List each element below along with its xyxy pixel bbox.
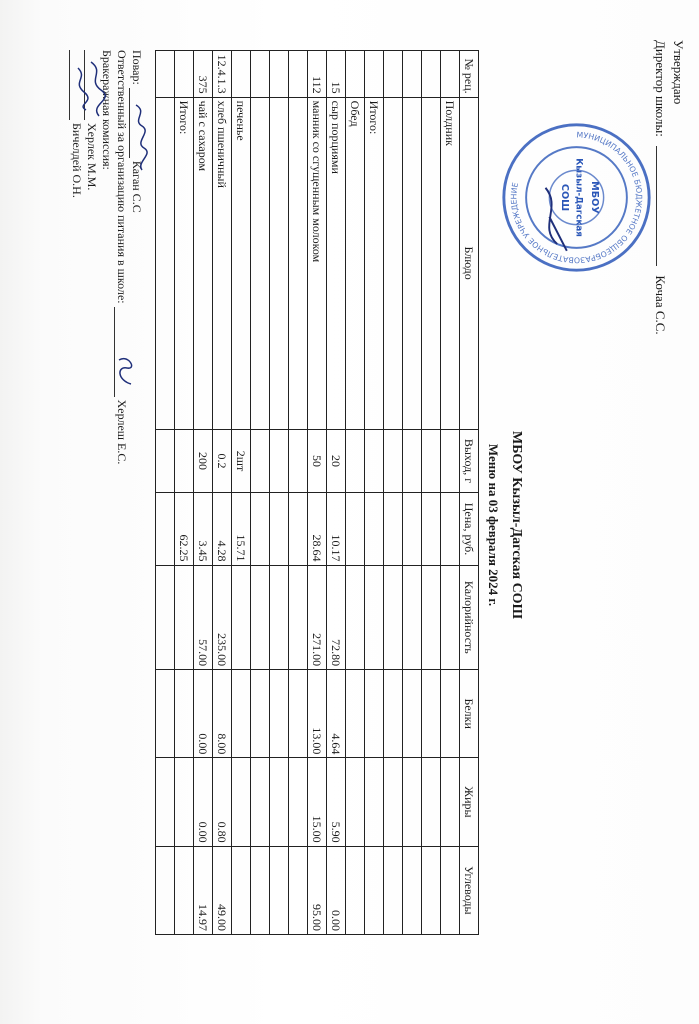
stamp-center-line2: Кызыл-Дагская [573,158,584,237]
table-header-row [460,51,479,935]
table-row [346,51,365,935]
cell-proteins [232,670,251,758]
table-row [194,51,213,935]
cell-proteins [251,670,270,758]
cell-calories [175,565,194,670]
cell-output-weight [270,429,289,493]
cell-recipe-number [251,51,270,98]
cell-recipe-number [175,51,194,98]
cell-proteins [156,670,175,758]
cell-carbs [232,846,251,934]
cell-calories: 271.00 [308,565,327,670]
cell-price [156,493,175,565]
cell-carbs [441,846,460,934]
cell-price: 62.25 [175,493,194,565]
table-row [365,51,384,935]
cell-carbs [346,846,365,934]
cell-carbs: 95.00 [308,846,327,934]
cell-calories [403,565,422,670]
cell-output-weight: 20 [327,429,346,493]
cell-dish-name: сыр порциями [327,97,346,429]
cell-price: 15.71 [232,493,251,565]
cell-dish-name [270,97,289,429]
cook-label: Повар: [130,50,144,85]
cell-fats [422,758,441,846]
cell-fats [289,758,308,846]
cell-carbs [365,846,384,934]
cell-dish-name: манник со сгущенным молоком [308,97,327,429]
responsible-signature [115,350,137,390]
column-header-proteins: Белки [460,670,479,758]
cell-price [251,493,270,565]
cell-recipe-number: 375 [194,51,213,98]
cook-row [129,50,144,750]
cell-proteins [270,670,289,758]
cell-dish-name [384,97,403,429]
cell-calories: 57.00 [194,565,213,670]
cell-dish-name: хлеб пшеничный [213,97,232,429]
column-header-fats: Жиры [460,758,479,846]
member1-name: Херлек М.М. [85,123,99,191]
cell-fats: 15.00 [308,758,327,846]
school-stamp [499,120,654,275]
cell-dish-name: Итого: [175,97,194,429]
cell-price [346,493,365,565]
cell-dish-name: чай с сахаром [194,97,213,429]
table-row [232,51,251,935]
cell-price: 10.17 [327,493,346,565]
school-title: МБОУ Кызыл-Дагская СОШ [509,431,524,619]
director-name: Кочаа С.С. [653,275,668,335]
menu-table [155,50,479,935]
cell-fats: 0.80 [213,758,232,846]
table-row [308,51,327,935]
cell-output-weight [365,429,384,493]
cell-output-weight [175,429,194,493]
table-row [327,51,346,935]
director-label: Директор школы: [653,40,668,137]
cell-calories [289,565,308,670]
cell-price [441,493,460,565]
cell-fats [384,758,403,846]
table-row [422,51,441,935]
cell-calories [346,565,365,670]
stamp-ring-text: МУНИЦИПАЛЬНОЕ БЮДЖЕТНОЕ ОБЩЕОБРАЗОВАТЕЛЬНОЕ УЧРЕЖДЕНИЕ [509,130,644,265]
cell-dish-name [289,97,308,429]
cell-dish-name: Обед [346,97,365,429]
cell-dish-name: Полдник [441,97,460,429]
cell-proteins [365,670,384,758]
cell-carbs [403,846,422,934]
cell-dish-name: печенье [232,97,251,429]
cell-carbs [251,846,270,934]
cell-output-weight [346,429,365,493]
cell-price [422,493,441,565]
column-header-carbs: Углеводы [460,846,479,934]
column-header-price: Цена, руб. [460,493,479,565]
cell-recipe-number [365,51,384,98]
cell-fats [346,758,365,846]
cell-carbs [270,846,289,934]
cell-proteins [289,670,308,758]
cell-output-weight [422,429,441,493]
cell-proteins [346,670,365,758]
cell-output-weight: 50 [308,429,327,493]
table-row [251,51,270,935]
cell-output-weight [156,429,175,493]
cell-calories: 235.00 [213,565,232,670]
cell-price [384,493,403,565]
cell-output-weight [384,429,403,493]
cell-proteins: 0.00 [194,670,213,758]
cook-name: Каган С.С [130,160,144,213]
approval-block [651,40,687,360]
cook-signature [130,102,150,172]
cell-proteins [175,670,194,758]
approval-title: Утверждаю [671,40,686,105]
commission-member2-row [69,50,84,750]
cell-recipe-number: 15 [327,51,346,98]
table-row [270,51,289,935]
cell-price: 28.64 [308,493,327,565]
cell-dish-name [422,97,441,429]
cell-carbs: 14.97 [194,846,213,934]
cell-fats [232,758,251,846]
cell-calories [422,565,441,670]
cell-output-weight: 200 [194,429,213,493]
cell-recipe-number [270,51,289,98]
cell-calories [232,565,251,670]
cell-calories [384,565,403,670]
cell-proteins [422,670,441,758]
cell-proteins [441,670,460,758]
cell-proteins: 13.00 [308,670,327,758]
column-header-dish: Блюдо [460,97,479,429]
stamp-center-line1: МБОУ [589,181,600,214]
cell-calories [270,565,289,670]
cell-recipe-number [232,51,251,98]
cell-proteins [403,670,422,758]
cell-proteins: 4.64 [327,670,346,758]
cell-price [289,493,308,565]
column-header-output: Выход, г [460,429,479,493]
cell-dish-name [251,97,270,429]
cell-recipe-number [156,51,175,98]
signatures-block [69,50,144,750]
cell-carbs: 0.00 [327,846,346,934]
cell-price [270,493,289,565]
cell-dish-name: Итого: [365,97,384,429]
cell-calories [365,565,384,670]
responsible-row [114,50,129,750]
cell-output-weight [403,429,422,493]
cell-price: 3.45 [194,493,213,565]
menu-table-body [156,51,460,935]
cell-price [403,493,422,565]
cell-fats [251,758,270,846]
column-header-calories: Калорийность [460,565,479,670]
cell-carbs [422,846,441,934]
cell-dish-name [403,97,422,429]
cell-calories [441,565,460,670]
table-row [175,51,194,935]
cell-output-weight: 0.2 [213,429,232,493]
cell-fats: 5.90 [327,758,346,846]
cell-fats [365,758,384,846]
cell-carbs [175,846,194,934]
table-row [441,51,460,935]
cell-calories: 72.80 [327,565,346,670]
commission-member1-row [84,50,99,750]
table-row [384,51,403,935]
column-header-recipe: № рец. [460,51,479,98]
cell-fats [175,758,194,846]
cell-recipe-number [403,51,422,98]
commission-label-row [99,50,114,750]
cell-fats [441,758,460,846]
table-row [403,51,422,935]
cell-recipe-number [384,51,403,98]
cell-carbs [384,846,403,934]
member2-signature [70,64,92,114]
stamp-center-line3: СОШ [558,183,570,212]
cell-fats: 0.00 [194,758,213,846]
cell-recipe-number [422,51,441,98]
table-row [289,51,308,935]
cell-output-weight [251,429,270,493]
member2-name: Бичелдей О.Н. [70,123,84,198]
responsible-label: Ответственный за организацию питания в школе: [115,50,129,304]
cell-proteins: 8.00 [213,670,232,758]
cell-output-weight: 2шт [232,429,251,493]
responsible-name: Херлеш Е.С. [115,399,129,465]
director-signature-line [656,146,657,266]
cell-carbs: 49.00 [213,846,232,934]
cell-recipe-number: 112 [308,51,327,98]
cell-proteins [384,670,403,758]
cell-fats [156,758,175,846]
cell-calories [251,565,270,670]
cell-carbs [156,846,175,934]
cell-fats [270,758,289,846]
table-row [156,51,175,935]
cell-recipe-number [289,51,308,98]
cell-output-weight [441,429,460,493]
cell-dish-name [156,97,175,429]
cell-output-weight [289,429,308,493]
cell-price: 4.28 [213,493,232,565]
menu-date: Меню на 03 февраля 2024 г. [486,443,501,607]
table-row [213,51,232,935]
cell-calories [156,565,175,670]
cell-recipe-number: 12.4.1.3 [213,51,232,98]
cell-carbs [289,846,308,934]
commission-label: Бракеражная комиссия: [100,50,114,170]
cell-price [365,493,384,565]
cell-fats [403,758,422,846]
cell-recipe-number [441,51,460,98]
cell-recipe-number [346,51,365,98]
